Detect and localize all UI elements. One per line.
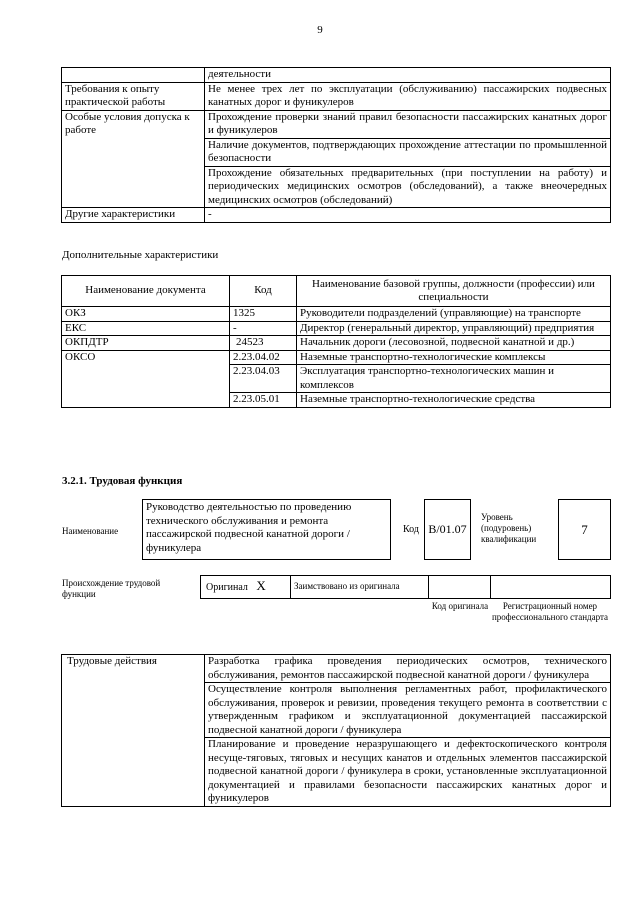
- name-label: Наименование: [62, 526, 119, 536]
- name-cell: Наземные транспортно-технологические комплексы: [297, 350, 611, 365]
- code-cell: -: [230, 321, 297, 336]
- doc-cell: ОКЗ: [62, 307, 230, 322]
- actions-label: Трудовые действия: [62, 655, 205, 807]
- table-row: [62, 321, 611, 336]
- name-cell: Эксплуатация транспортно-технологических машин и комплексов: [297, 365, 611, 393]
- characteristics-table: [61, 275, 611, 408]
- row-value: Не менее трех лет по эксплуатации (обслуживанию) пассажирских подвесных канатных дорог и фуникулеров: [205, 82, 611, 110]
- original-cell: [201, 576, 291, 599]
- code-cell: 2.23.05.01: [230, 393, 297, 408]
- table-row: [62, 68, 611, 83]
- row-label: Другие характеристики: [62, 208, 205, 223]
- doc-cell: ЕКС: [62, 321, 230, 336]
- code-cell: 2.23.04.02: [230, 350, 297, 365]
- row-label: Требования к опыту практической работы: [62, 82, 205, 110]
- table-row: [62, 110, 611, 138]
- code-cell: 1325: [230, 307, 297, 322]
- original-mark: X: [256, 578, 266, 594]
- name-cell: Начальник дороги (лесовозной, подвесной канатной и др.): [297, 336, 611, 351]
- code-original-cell: [429, 576, 491, 599]
- action-item: Осуществление контроля выполнения регламентных работ, профилактического обслуживания, проверок и ревизии, проведения текущего ремонта в соответствии с утвержденным графиком и эксплуатационной документацией пассажирской подвесной канатной дороги / фуникулера: [205, 683, 611, 738]
- origin-table: [200, 575, 611, 599]
- row-label: Особые условия допуска к работе: [62, 110, 205, 208]
- table-header-row: [62, 276, 611, 307]
- additional-heading: Дополнительные характеристики: [62, 249, 219, 261]
- action-item: Разработка графика проведения периодических осмотров, технического обслуживания, ремонтов пассажирской подвесной канатной дороги / фуникулера: [205, 655, 611, 683]
- row-value: Прохождение обязательных предварительных (при поступлении на работу) и периодических медицинских осмотров (обследований), а также внеочередных медицинских осмотров (обследований): [205, 166, 611, 208]
- row-value: Наличие документов, подтверждающих прохождение аттестации по промышленной безопасности: [205, 138, 611, 166]
- table-row: [62, 208, 611, 223]
- table-row: [62, 82, 611, 110]
- code-cell: 24523: [230, 336, 297, 351]
- row-value: -: [205, 208, 611, 223]
- level-box: 7: [558, 499, 611, 560]
- row-value: Прохождение проверки знаний правил безопасности пассажирских канатных дорог и фуникулеров: [205, 110, 611, 138]
- table-row: [62, 350, 611, 365]
- continuation-text: деятельности: [205, 68, 611, 83]
- name-cell: Директор (генеральный директор, управляющий) предприятия: [297, 321, 611, 336]
- code-original-caption: Код оригинала: [431, 601, 489, 611]
- level-label: Уровень (подуровень) квалификации: [481, 512, 537, 544]
- name-cell: Наземные транспортно-технологические средства: [297, 393, 611, 408]
- table-row: [62, 655, 611, 683]
- original-label: Оригинал: [206, 582, 248, 594]
- code-cell: 2.23.04.03: [230, 365, 297, 393]
- function-name-box: Руководство деятельностью по проведению технического обслуживания и ремонта пассажирской подвесной канатной дороги / фуникулера: [142, 499, 391, 560]
- table-row: [62, 336, 611, 351]
- table-row: [62, 307, 611, 322]
- borrowed-cell: Заимствовано из оригинала: [291, 576, 429, 599]
- code-box: B/01.07: [424, 499, 471, 560]
- column-header: Наименование базовой группы, должности (профессии) или специальности: [297, 276, 611, 307]
- action-item: Планирование и проведение неразрушающего и дефектоскопического контроля несуще-тяговых, тяговых и несущих канатов и отдельных элементов пассажирской подвесной канатной дороги / фуникулера в сроки, установленные эксплуатационной документацией и правилами безопасности пассажирских канатных дорог и фуникулеров: [205, 738, 611, 807]
- doc-cell: ОКСО: [62, 350, 230, 407]
- code-label: Код: [403, 524, 419, 535]
- actions-table: [61, 654, 611, 807]
- table-row: [201, 576, 611, 599]
- requirements-table: [61, 67, 611, 223]
- function-heading: 3.2.1. Трудовая функция: [62, 475, 183, 487]
- origin-label: Происхождение трудовой функции: [62, 578, 161, 599]
- reg-number-cell: [491, 576, 611, 599]
- page-number: 9: [317, 24, 323, 36]
- reg-number-caption: Регистрационный номер профессионального стандарта: [491, 601, 609, 622]
- name-cell: Руководители подразделений (управляющие) на транспорте: [297, 307, 611, 322]
- column-header: Наименование документа: [62, 276, 230, 307]
- doc-cell: ОКПДТР: [62, 336, 230, 351]
- column-header: Код: [230, 276, 297, 307]
